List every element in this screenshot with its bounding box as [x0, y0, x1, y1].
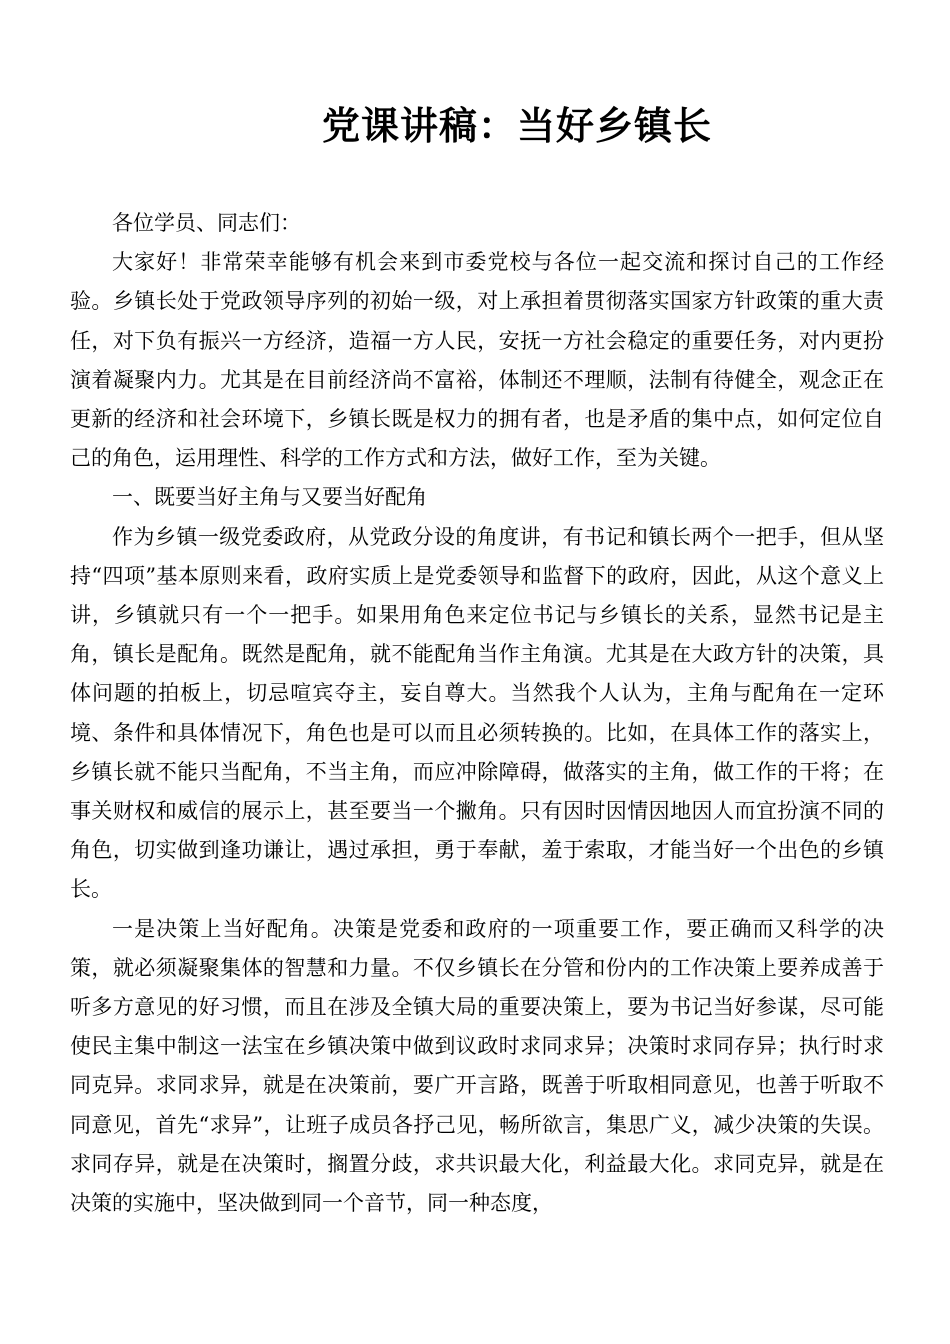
- document-title: 党课讲稿：当好乡镇长: [321, 104, 712, 148]
- document-body: [70, 204, 884, 1223]
- paragraph-section-1: 作为乡镇一级党委政府，从党政分设的角度讲，有书记和镇长两个一把手，但从坚持“四项”基本原则来看，政府实质上是党委领导和监督下的政府，因此，从这个意义上讲，乡镇就只有一个一把手。如果用角色来定位书记与乡镇长的关系，显然书记是主角，镇长是配角。既然是配角，就不能配角当作主角演。尤其是在大政方针的决策，具体问题的拍板上，切忌喧宾夺主，妄自尊大。当然我个人认为，主角与配角在一定环境、条件和具体情况下，角色也是可以而且必须转换的。比如，在具体工作的落实上，乡镇长就不能只当配角，不当主角，而应冲除障碍，做落实的主角，做工作的干将；在事关财权和威信的展示上，甚至要当一个撇角。只有因时因情因地因人而宜扮演不同的角色，切实做到逢功谦让，遇过承担，勇于奉献，羞于索取，才能当好一个出色的乡镇长。: [70, 524, 884, 902]
- paragraph-decision-role: 一是决策上当好配角。决策是党委和政府的一项重要工作，要正确而又科学的决策，就必须凝聚集体的智慧和力量。不仅乡镇长在分管和份内的工作决策上要养成善于听多方意见的好习惯，而且在涉及全镇大局的重要决策上，要为书记当好参谋，尽可能使民主集中制这一法宝在乡镇决策中做到议政时求同求异；决策时求同存异；执行时求同克异。求同求异，就是在决策前，要广开言路，既善于听取相同意见，也善于听取不同意见，首先“求异”，让班子成员各抒己见，畅所欲言，集思广义，减少决策的失误。求同存异，就是在决策时，搁置分歧，求共识最大化，利益最大化。求同克异，就是在决策的实施中，坚决做到同一个音节，同一种态度，: [70, 916, 884, 1216]
- paragraph-greeting: 各位学员、同志们：: [112, 211, 301, 235]
- paragraph-opening: 大家好！非常荣幸能够有机会来到市委党校与各位一起交流和探讨自己的工作经验。乡镇长处于党政领导序列的初始一级，对上承担着贯彻落实国家方针政策的重大责任，对下负有振兴一方经济，造福一方人民，安抚一方社会稳定的重要任务，对内更扮演着凝聚内力。尤其是在目前经济尚不富裕，体制还不理顺，法制有待健全，观念正在更新的经济和社会环境下，乡镇长既是权力的拥有者，也是矛盾的集中点，如何定位自己的角色，运用理性、科学的工作方式和方法，做好工作，至为关键。: [70, 250, 884, 471]
- section-heading-1: 一、既要当好主角与又要当好配角: [112, 485, 427, 510]
